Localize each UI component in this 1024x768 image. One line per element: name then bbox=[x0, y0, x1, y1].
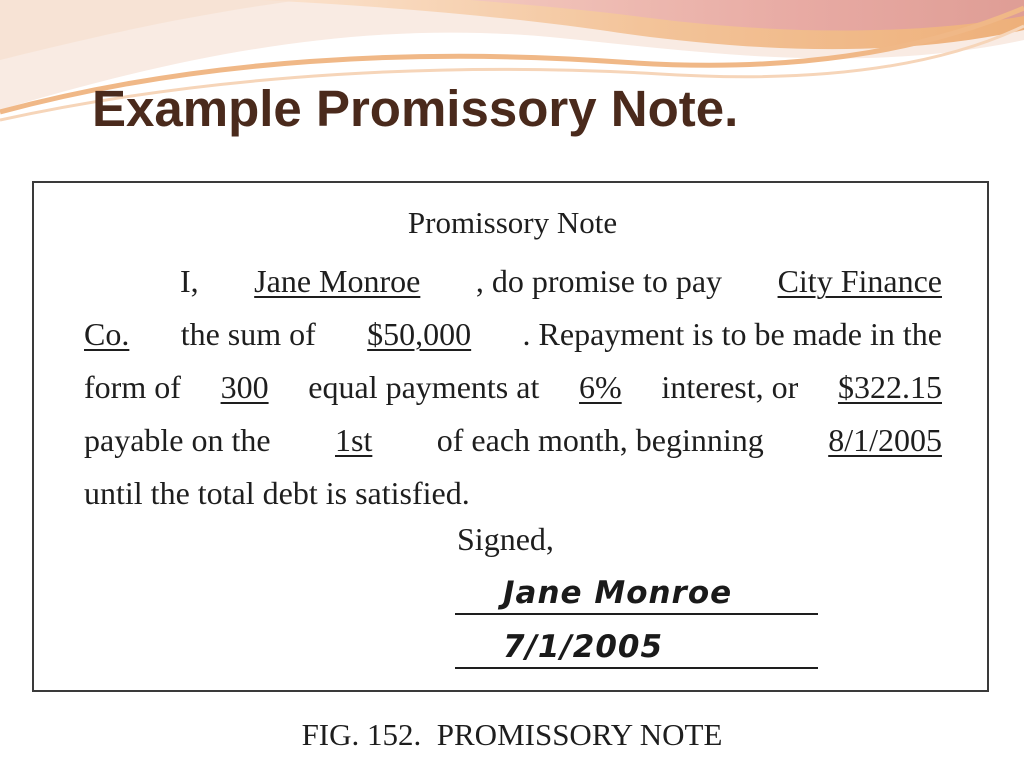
signature-name: Jane Monroe bbox=[503, 575, 733, 611]
note-line-3 bbox=[84, 361, 942, 414]
borrower-name-field: Jane Monroe bbox=[254, 263, 421, 299]
principal-amount-field: $50,000 bbox=[367, 316, 472, 352]
slide-title: Example Promissory Note. bbox=[92, 80, 739, 137]
due-day-field: 1st bbox=[335, 422, 373, 458]
note-line-4 bbox=[84, 414, 942, 467]
lender-name-field: City Finance bbox=[777, 263, 942, 299]
note-text: . Repayment is to be made in the bbox=[522, 316, 942, 352]
signature-date: 7/1/2005 bbox=[503, 629, 664, 665]
start-date-field: 8/1/2005 bbox=[828, 422, 942, 458]
signature-line bbox=[455, 569, 818, 615]
note-text: of each month, beginning bbox=[436, 422, 764, 458]
payment-amount-field: $322.15 bbox=[837, 369, 942, 405]
note-text: until the total debt is satisfied. bbox=[84, 475, 470, 511]
note-text: payable on the bbox=[84, 422, 271, 458]
note-text: I, bbox=[180, 263, 199, 299]
note-text: equal payments at bbox=[308, 369, 540, 405]
note-line-1 bbox=[84, 255, 942, 308]
note-heading: Promissory Note bbox=[407, 205, 618, 240]
note-line-5 bbox=[84, 467, 942, 520]
note-line-2 bbox=[84, 308, 942, 361]
note-text: interest, or bbox=[661, 369, 799, 405]
promissory-note-box bbox=[32, 181, 989, 692]
note-text: , do promise to pay bbox=[475, 263, 723, 299]
figure-caption: FIG. 152. PROMISSORY NOTE bbox=[301, 717, 723, 752]
note-text: form of bbox=[84, 369, 181, 405]
lender-name-field-cont: Co. bbox=[84, 316, 130, 352]
note-text: the sum of bbox=[180, 316, 316, 352]
note-body bbox=[84, 255, 942, 520]
interest-rate-field: 6% bbox=[579, 369, 622, 405]
signed-label: Signed, bbox=[457, 521, 554, 557]
payment-count-field: 300 bbox=[220, 369, 269, 405]
date-line bbox=[455, 623, 818, 669]
